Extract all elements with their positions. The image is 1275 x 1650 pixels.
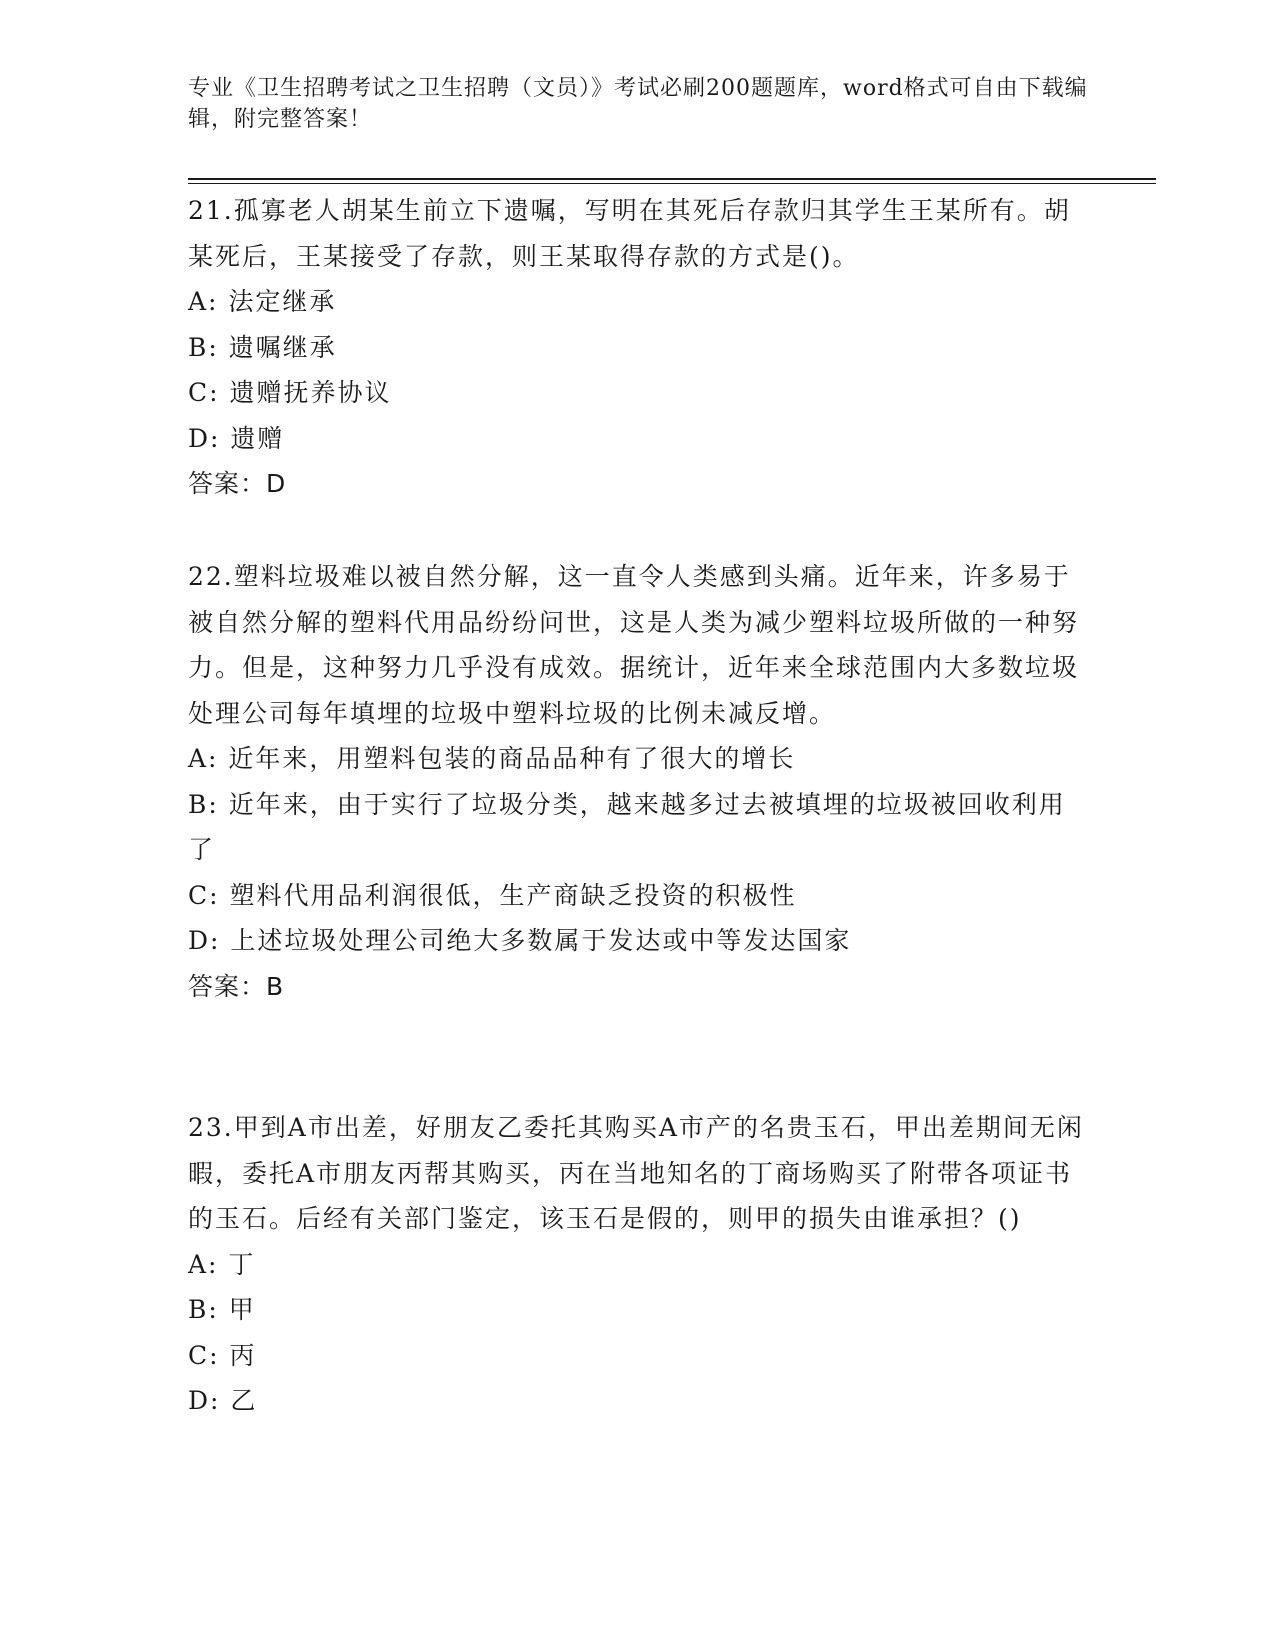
option-d: D: 乙 bbox=[188, 1386, 258, 1415]
option-b: B: 遗嘱继承 bbox=[188, 332, 337, 362]
answer: 答案：B bbox=[188, 971, 285, 1001]
header-divider-thin bbox=[188, 183, 1156, 184]
option-d: D: 遗赠 bbox=[188, 423, 285, 453]
option-a: A: 法定继承 bbox=[188, 287, 337, 316]
header-divider-thick bbox=[188, 178, 1156, 180]
option-c: C: 丙 bbox=[188, 1340, 257, 1370]
question-21 bbox=[188, 188, 1088, 507]
option-c: C: 塑料代用品利润很低，生产商缺乏投资的积极性 bbox=[188, 880, 797, 910]
question-23 bbox=[188, 1105, 1088, 1424]
question-stem: 23.甲到A市出差，好朋友乙委托其购买A市产的名贵玉石，甲出差期间无闲暇，委托A市朋友丙帮其购买，丙在当地知名的丁商场购买了附带各项证书的玉石。后经有关部门鉴定，该玉石是假的，则甲的损失由谁承担？() bbox=[188, 1113, 1084, 1233]
option-c: C: 遗赠抚养协议 bbox=[188, 378, 392, 407]
question-22 bbox=[188, 554, 1088, 1009]
answer: 答案：D bbox=[188, 469, 287, 498]
option-b: B: 近年来，由于实行了垃圾分类，越来越多过去被填埋的垃圾被回收利用了 bbox=[188, 789, 1066, 864]
option-d: D: 上述垃圾处理公司绝大多数属于发达或中等发达国家 bbox=[188, 926, 852, 955]
option-b: B: 甲 bbox=[188, 1295, 256, 1324]
question-stem: 22.塑料垃圾难以被自然分解，这一直令人类感到头痛。近年来，许多易于被自然分解的塑料代用品纷纷问世，这是人类为减少塑料垃圾所做的一种努力。但是，这种努力几乎没有成效。据统计，近年来全球范围内大多数垃圾处理公司每年填埋的垃圾中塑料垃圾的比例未减反增。 bbox=[188, 562, 1080, 728]
question-stem: 21.孤寡老人胡某生前立下遗嘱，写明在其死后存款归其学生王某所有。胡某死后，王某接受了存款，则王某取得存款的方式是()。 bbox=[188, 196, 1071, 271]
document-header: 专业《卫生招聘考试之卫生招聘（文员）》考试必刷200题题库，word格式可自由下载编辑，附完整答案！ bbox=[188, 76, 1088, 132]
option-a: A: 丁 bbox=[188, 1249, 256, 1279]
option-a: A: 近年来，用塑料包装的商品品种有了很大的增长 bbox=[188, 744, 796, 773]
